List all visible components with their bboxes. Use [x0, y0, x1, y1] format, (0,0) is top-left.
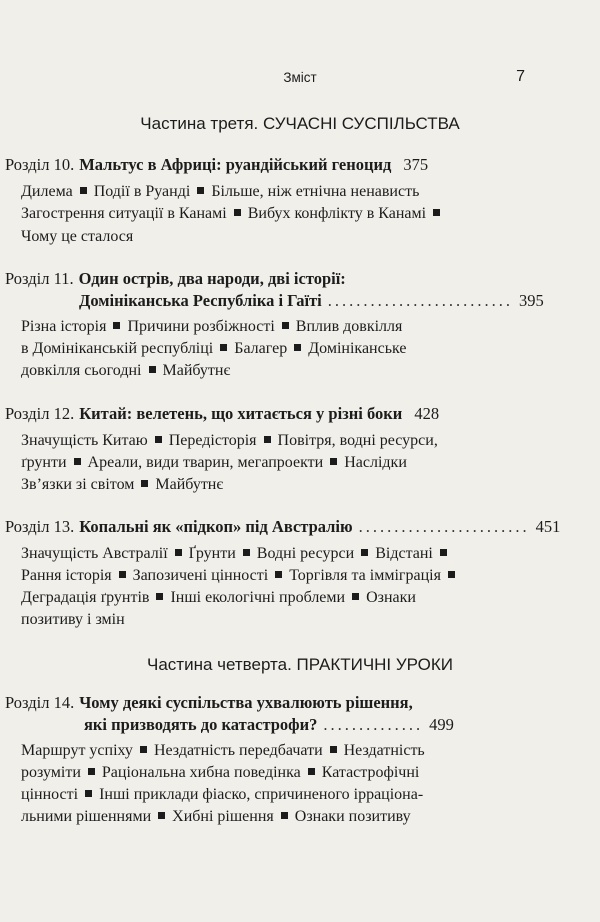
section-item: Зв’язки зі світом [21, 476, 135, 493]
chapter-number: Розділ 14. [5, 693, 75, 712]
section-item: Різна історія [21, 318, 107, 335]
section-list-line [21, 183, 581, 201]
chapter-number: Розділ 12. [5, 404, 75, 423]
chapter-title: Один острів, два народи, дві історії: [78, 269, 346, 288]
chapter-10-entry[interactable] [5, 155, 429, 175]
section-item: Ознаки [366, 589, 416, 606]
bullet-icon [330, 458, 337, 465]
bullet-icon [155, 436, 162, 443]
chapter-page: 451 [535, 517, 561, 536]
bullet-icon [175, 549, 182, 556]
chapter-number: Розділ 13. [5, 517, 75, 536]
section-item: Ознаки позитиву [294, 808, 411, 825]
section-list-line [21, 228, 581, 246]
section-list-line [21, 786, 581, 804]
bullet-icon [243, 549, 250, 556]
chapter-page: 499 [429, 715, 454, 734]
chapter-14-entry[interactable] [5, 693, 417, 713]
section-item: Вплив довкілля [295, 318, 403, 335]
bullet-icon [433, 209, 440, 216]
chapter-number: Розділ 10. [5, 155, 75, 174]
section-list-line [21, 318, 581, 336]
section-list-line [21, 454, 581, 472]
section-list-line [21, 432, 581, 450]
chapter-title: які призводять до катастрофи? [84, 715, 318, 734]
bullet-icon [448, 571, 455, 578]
chapter-14-entry-cont[interactable] [84, 715, 454, 735]
chapter-13-entry[interactable] [5, 517, 561, 537]
bullet-icon [88, 768, 95, 775]
section-item: Причини розбіжності [127, 318, 275, 335]
section-item: Нездатність передбачати [153, 742, 323, 759]
section-item: Маршрут успіху [21, 742, 133, 759]
section-item: Чому це сталося [21, 228, 134, 245]
chapter-number: Розділ 11. [5, 269, 74, 288]
bullet-icon [85, 790, 92, 797]
section-list-line [21, 362, 581, 380]
bullet-icon [275, 571, 282, 578]
chapter-page: 428 [414, 404, 440, 423]
bullet-icon [440, 549, 447, 556]
bullet-icon [330, 746, 337, 753]
chapter-12-entry[interactable] [5, 404, 440, 424]
header-title: Зміст [283, 70, 317, 85]
bullet-icon [113, 322, 120, 329]
section-list-line [21, 611, 581, 629]
section-item: цінності [21, 786, 79, 803]
section-item: льними рішеннями [21, 808, 152, 825]
part-heading: Частина третя. СУЧАСНІ СУСПІЛЬСТВА [140, 114, 460, 133]
section-item: Інші екологічні проблеми [170, 589, 346, 606]
bullet-icon [308, 768, 315, 775]
section-item: Ареали, види тварин, мегапроекти [87, 454, 324, 471]
section-list-line [21, 742, 581, 760]
section-item: Інші приклади фіаско, спричиненого ірраціона- [99, 786, 424, 803]
bullet-icon [220, 344, 227, 351]
chapter-title: Китай: велетень, що хитається у різні боки [79, 404, 403, 423]
section-item: позитиву і змін [21, 611, 125, 628]
bullet-icon [281, 812, 288, 819]
part-heading: Частина четверта. ПРАКТИЧНІ УРОКИ [147, 655, 453, 674]
section-item: Вибух конфлікту в Канамі [247, 205, 427, 222]
section-list-line [21, 340, 581, 358]
section-item: Катастрофічні [321, 764, 420, 781]
section-list-line [21, 808, 581, 826]
section-item: Майбутнє [162, 362, 231, 379]
section-item: Відстані [375, 545, 433, 562]
section-item: Події в Руанді [93, 183, 191, 200]
section-item: Передісторія [168, 432, 257, 449]
bullet-icon [149, 366, 156, 373]
bullet-icon [141, 480, 148, 487]
bullet-icon [234, 209, 241, 216]
bullet-icon [156, 593, 163, 600]
leader-dots: .......................... [327, 291, 513, 310]
chapter-11-entry-cont[interactable] [79, 291, 544, 311]
section-item: Торгівля та імміграція [289, 567, 441, 584]
chapter-title: Чому деякі суспільства ухвалюють рішення, [79, 693, 413, 712]
section-item: Раціональна хибна поведінка [101, 764, 301, 781]
bullet-icon [80, 187, 87, 194]
bullet-icon [264, 436, 271, 443]
section-list-line [21, 567, 581, 585]
section-list-line [21, 476, 581, 494]
section-item: розуміти [21, 764, 81, 781]
section-item: Ґрунти [188, 545, 236, 562]
bullet-icon [352, 593, 359, 600]
bullet-icon [74, 458, 81, 465]
chapter-page: 375 [403, 155, 429, 174]
section-item: Майбутнє [155, 476, 224, 493]
section-item: Більше, ніж етнічна ненависть [211, 183, 420, 200]
section-list-line [21, 589, 581, 607]
chapter-title: Мальтус в Африці: руандійський геноцид [79, 155, 392, 174]
section-item: Хибні рішення [172, 808, 274, 825]
section-item: Рання історія [21, 567, 112, 584]
section-item: ґрунти [21, 454, 67, 471]
section-item: Значущість Китаю [21, 432, 148, 449]
chapter-page: 395 [519, 291, 544, 310]
chapter-title: Копальні як «підкоп» під Австралію [79, 517, 353, 536]
bullet-icon [119, 571, 126, 578]
header-page-number: 7 [516, 68, 525, 85]
section-list-line [21, 764, 581, 782]
bullet-icon [140, 746, 147, 753]
section-list-line [21, 205, 581, 223]
leader-dots: .............. [323, 715, 424, 734]
section-item: Деградація ґрунтів [21, 589, 150, 606]
running-header [0, 70, 600, 90]
section-item: Загострення ситуації в Канамі [21, 205, 227, 222]
bullet-icon [294, 344, 301, 351]
section-item: Балагер [234, 340, 288, 357]
section-item: Запозичені цінності [132, 567, 269, 584]
section-item: Водні ресурси [256, 545, 355, 562]
bullet-icon [158, 812, 165, 819]
section-list-line [21, 545, 581, 563]
section-item: Нездатність [343, 742, 425, 759]
bullet-icon [361, 549, 368, 556]
section-item: Наслідки [344, 454, 407, 471]
section-item: довкілля сьогодні [21, 362, 142, 379]
bullet-icon [197, 187, 204, 194]
section-item: Повітря, водні ресурси, [277, 432, 438, 449]
leader-dots: ........................ [358, 517, 530, 536]
section-item: Значущість Австралії [21, 545, 168, 562]
section-item: Дилема [21, 183, 73, 200]
bullet-icon [282, 322, 289, 329]
chapter-title: Домініканська Республіка і Гаїті [79, 291, 322, 310]
section-item: Домініканське [308, 340, 407, 357]
section-item: в Домініканській республіці [21, 340, 214, 357]
chapter-11-entry[interactable] [5, 269, 417, 289]
